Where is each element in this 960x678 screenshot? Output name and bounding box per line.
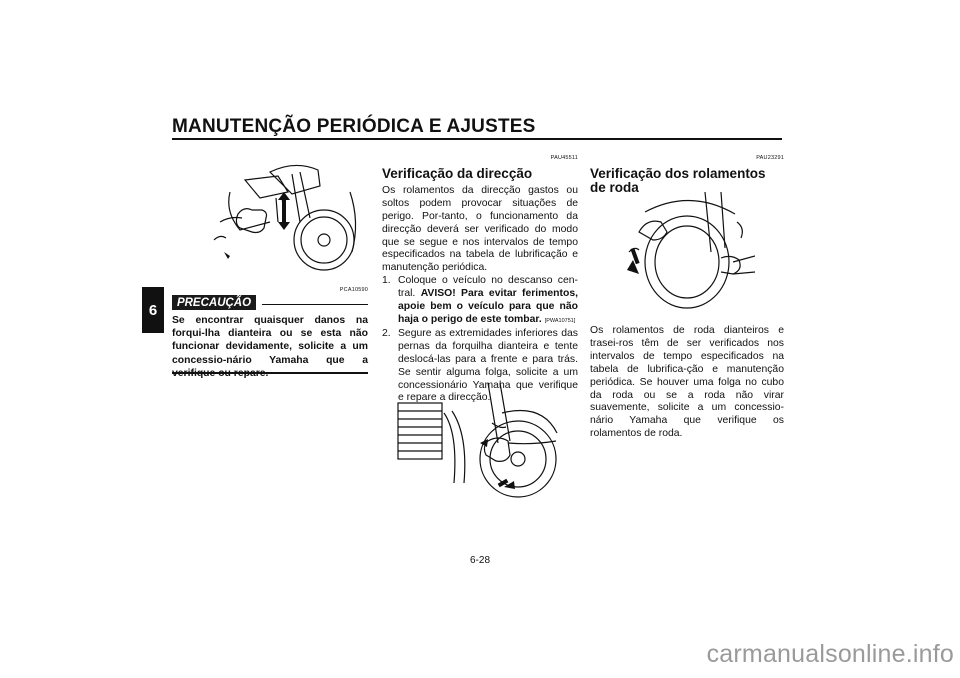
caution-rule	[262, 304, 368, 305]
steering-check-illustration	[392, 383, 562, 499]
step-text	[398, 275, 578, 328]
step-body: Segure as extremidades inferiores das pernas da forquilha dianteira e tente deslocá-las para a frente e para trás. Se sentir alguma folga, solicite a um concessionário Yamaha que verifique e repare a direcção.	[398, 327, 578, 404]
step-body: Coloque o veículo no descanso cen-tral.	[398, 275, 578, 300]
step-number: 2.	[382, 327, 391, 339]
page-number: 6-28	[469, 555, 490, 566]
caution-label: PRECAUÇÃO	[172, 295, 256, 310]
chapter-tab: 6	[142, 287, 164, 333]
section-code: PAU23291	[756, 155, 784, 161]
page-header-title: MANUTENÇÃO PERIÓDICA E AJUSTES	[172, 116, 536, 137]
list-item	[382, 275, 578, 328]
section-code: PAU45511	[550, 155, 578, 161]
section-intro: Os rolamentos da direcção gastos ou soltos podem provocar situações de perigo. Por-tanto, o funcionamento da direcção deverá ser verificado do modo que se segue e nos intervalos de tempo especificados na tabela de lubrificação e manutenção periódica.	[382, 184, 578, 274]
fork-check-illustration	[200, 152, 370, 280]
steering-check-section	[382, 152, 578, 405]
section-title: Verificação da direcção	[382, 165, 533, 181]
section-title: Verificação dos rolamentos de roda	[590, 165, 766, 195]
header-rule	[172, 138, 782, 140]
step-number: 1.	[382, 275, 391, 287]
wheel-bearing-body	[590, 325, 784, 441]
caution-bottom-rule	[172, 372, 368, 374]
step-warning: AVISO! Para evitar ferimentos, apoie bem o veículo para que não haja o perigo de este tombar.	[398, 288, 579, 325]
caution-text: Se encontrar quaisquer danos na forqui-lha dianteira ou se esta não funcionar devidamente, solicite a um concessio-nário Yamaha que a	[172, 315, 368, 366]
wheel-bearing-illustration	[625, 192, 755, 312]
section-body: Os rolamentos de roda dianteiros e trasei-ros têm de ser verificados nos intervalos de tempo especificados na tabela de lubrifica-ção e manutenção periódica. Se houver uma folga no cubo da roda ou se a roda não virar suavemente, solicite a um concessio-nário Yamaha que verifique os rolamentos de roda.	[590, 325, 784, 440]
figure-code: PCA10590	[339, 287, 368, 293]
warning-code: [PWA10751]	[544, 317, 576, 324]
watermark: carmanualsonline.info	[706, 640, 954, 668]
